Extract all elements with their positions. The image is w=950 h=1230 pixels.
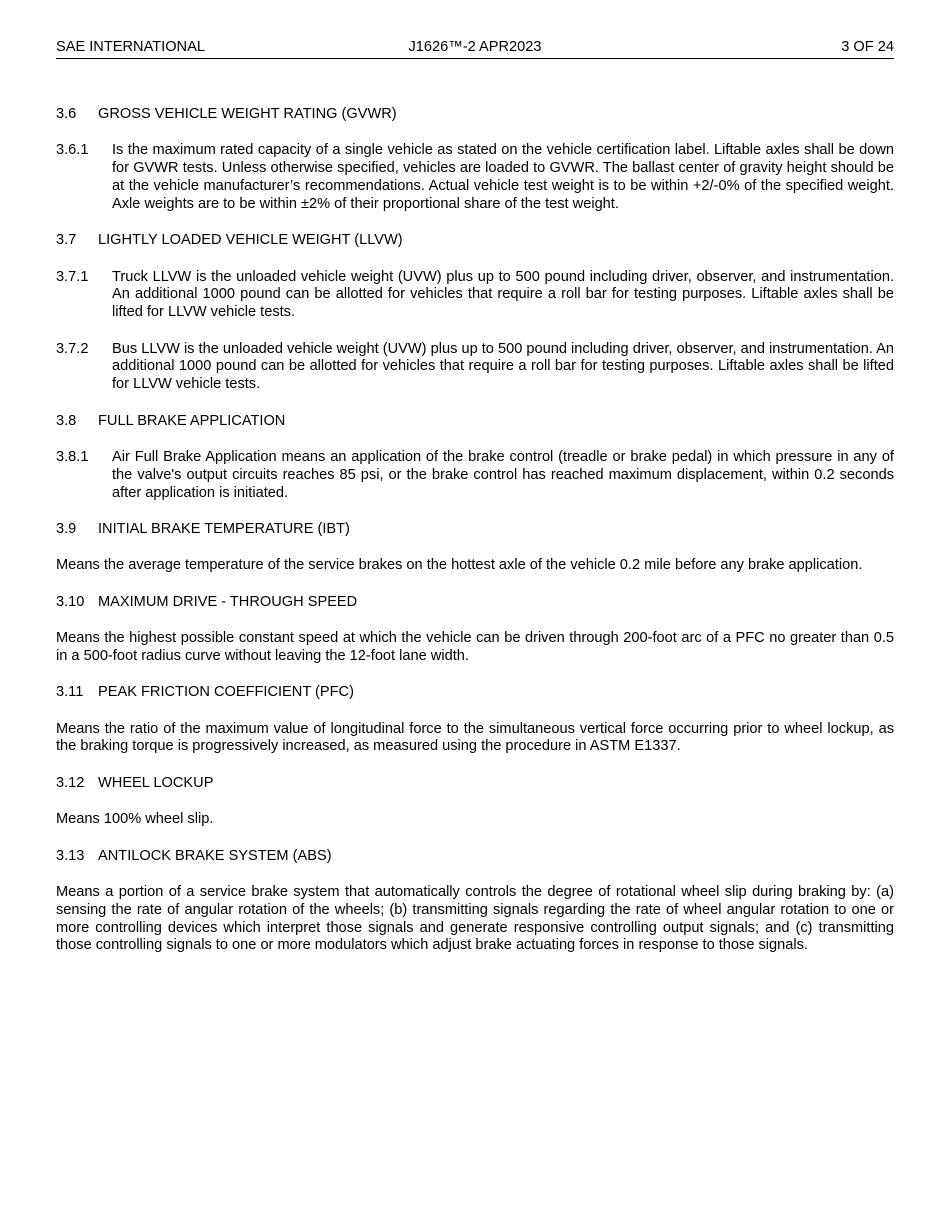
section-title: LIGHTLY LOADED VEHICLE WEIGHT (LLVW) [98, 232, 403, 249]
subsection-text: Truck LLVW is the unloaded vehicle weight (UVW) plus up to 500 pound including driver, observer, and instrumentation. An additional 1000 pound can be allotted for vehicles that require a roll bar for testing purposes. Liftable axles shall be lifted for LLVW vehicle tests. [112, 268, 894, 321]
section-heading-3-6 [56, 106, 894, 124]
section-heading-3-7 [56, 232, 894, 250]
section-paragraph-3-9: Means the average temperature of the service brakes on the hottest axle of the vehicle 0.2 mile before any brake application. [56, 557, 863, 574]
section-number: 3.11 [56, 684, 84, 701]
section-heading-3-13 [56, 848, 894, 866]
subsection-text: Is the maximum rated capacity of a single vehicle as stated on the vehicle certification label. Liftable axles shall be down for GVWR tests. Unless otherwise specified, vehicles are loaded to GVWR. The ballast center of gravity height should be at the vehicle manufacturer’s recommendations. Actual vehicle test weight is to be within +2/-0% of the specified weight. Axle weights are to be within ±2% of their proportional share of the test weight. [112, 142, 894, 212]
subsection-3-7-1 [56, 269, 894, 322]
section-paragraph-3-11: Means the ratio of the maximum value of longitudinal force to the simultaneous vertical force occurring prior to wheel lockup, as the braking torque is progressively increased, as measured using the procedure in ASTM E1337. [56, 720, 894, 755]
section-paragraph-3-13: Means a portion of a service brake system that automatically controls the degree of rotational wheel slip during braking by: (a) sensing the rate of angular rotation of the wheels; (b) transmitting signals regarding the rate of wheel angular rotation to one or more controlling devices which interpret those signals and generate responsive controlling output signals; and (c) transmitting those controlling signals to one or more modulators which adjust brake actuating forces in response to those signals. [56, 884, 894, 954]
header-document-id: J1626™-2 APR2023 [408, 39, 542, 55]
header-organization: SAE INTERNATIONAL [56, 39, 205, 55]
subsection-3-8-1 [56, 449, 894, 502]
subsection-text: Air Full Brake Application means an application of the brake control (treadle or brake pedal) in which pressure in any of the valve's output circuits reaches 85 psi, or the brake control has reached maximum displacement, within 0.2 seconds after application is initiated. [112, 448, 894, 501]
section-number: 3.6 [56, 106, 77, 122]
subsection-3-6-1 [56, 142, 894, 213]
subsection-text: Bus LLVW is the unloaded vehicle weight (UVW) plus up to 500 pound including driver, observer, and instrumentation. An additional 1000 pound can be allotted for vehicles that require a roll bar for testing purposes. Liftable axles shall be lifted for LLVW vehicle tests. [112, 340, 894, 393]
header-page-number: 3 OF 24 [841, 39, 894, 55]
section-title: INITIAL BRAKE TEMPERATURE (IBT) [98, 520, 350, 537]
section-title: PEAK FRICTION COEFFICIENT (PFC) [98, 684, 354, 701]
subsection-number: 3.7.2 [56, 340, 89, 357]
section-heading-3-9 [56, 521, 894, 539]
page-content [56, 106, 894, 974]
section-number: 3.8 [56, 412, 77, 429]
section-number: 3.12 [56, 774, 85, 791]
section-heading-3-8 [56, 413, 894, 431]
section-paragraph-3-12: Means 100% wheel slip. [56, 811, 214, 828]
section-heading-3-11 [56, 684, 894, 702]
section-number: 3.7 [56, 232, 77, 249]
section-heading-3-12 [56, 775, 894, 793]
subsection-number: 3.8.1 [56, 448, 89, 465]
page-header [56, 38, 894, 59]
section-number: 3.10 [56, 593, 85, 610]
subsection-number: 3.7.1 [56, 268, 89, 285]
subsection-3-7-2 [56, 341, 894, 394]
section-title: MAXIMUM DRIVE - THROUGH SPEED [98, 593, 358, 610]
section-number: 3.13 [56, 847, 85, 864]
section-heading-3-10 [56, 594, 894, 612]
section-title: GROSS VEHICLE WEIGHT RATING (GVWR) [98, 106, 397, 122]
section-title: WHEEL LOCKUP [98, 774, 214, 791]
section-title: FULL BRAKE APPLICATION [98, 412, 286, 429]
subsection-number: 3.6.1 [56, 142, 89, 159]
section-number: 3.9 [56, 520, 77, 537]
section-title: ANTILOCK BRAKE SYSTEM (ABS) [98, 847, 332, 864]
section-paragraph-3-10: Means the highest possible constant speed at which the vehicle can be driven through 200-foot arc of a PFC no greater than 0.5 in a 500-foot radius curve without leaving the 12-foot lane width. [56, 630, 894, 664]
